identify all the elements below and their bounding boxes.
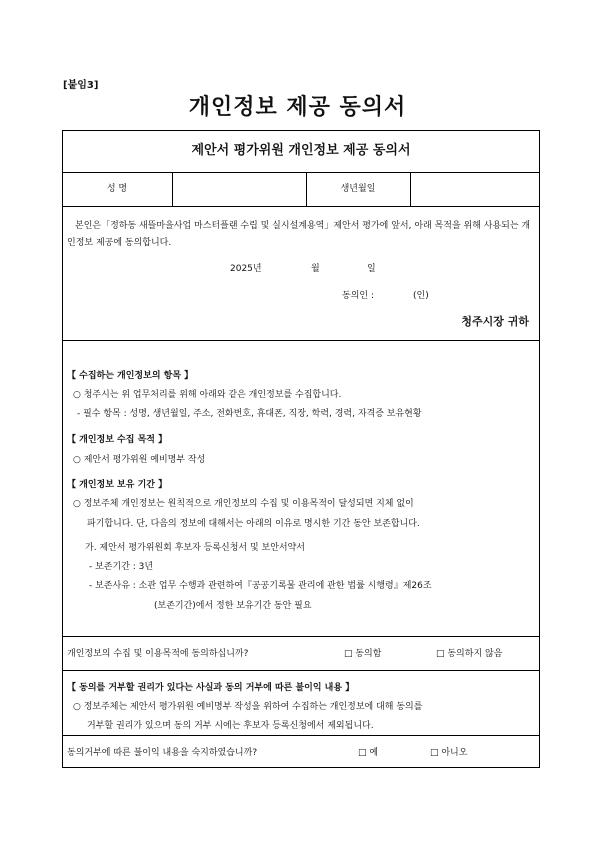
divider bbox=[62, 670, 540, 671]
name-label: 성 명 bbox=[106, 184, 128, 194]
name-field[interactable] bbox=[173, 173, 305, 205]
document-title: 개인정보 제공 동의서 bbox=[188, 95, 407, 120]
birth-label: 생년월일 bbox=[340, 184, 376, 194]
disagree-checkbox[interactable]: □ 동의하지 않음 bbox=[436, 649, 503, 659]
attachment-tag: [붙임3] bbox=[63, 80, 99, 91]
divider bbox=[62, 340, 540, 341]
birth-field[interactable] bbox=[411, 173, 539, 205]
divider bbox=[62, 636, 540, 637]
retention-heading: 【 개인정보 보유 기간 】 bbox=[67, 480, 168, 490]
consent-statement: 본인은「정하동 새뜰마을사업 마스터플랜 수립 및 실시설계용역」제안서 평가에 앞서, 아래 목적을 위해 사용되는 개인정보 제공에 동의합니다. bbox=[67, 221, 531, 248]
retention-period: - 보존기간 : 3년 bbox=[89, 562, 154, 572]
retention-item: 가. 제안서 평가위원회 후보자 등록신청서 및 보안서약서 bbox=[85, 543, 305, 553]
retention-reason: - 보존사유 : 소관 업무 수행과 관련하여『공공기록물 관리에 관한 법률 시행령』제26조 bbox=[89, 581, 432, 591]
agree-checkbox[interactable]: □ 동의함 bbox=[344, 649, 382, 659]
no-checkbox[interactable]: □ 아니오 bbox=[430, 748, 468, 758]
items-required: - 필수 항목 : 성명, 생년월일, 주소, 전화번호, 휴대폰, 직장, 학력, 경력, 자격증 보유현황 bbox=[77, 409, 422, 419]
date-day: 일 bbox=[367, 264, 376, 274]
items-intro: ○ 청주시는 위 업무처리를 위해 아래와 같은 개인정보를 수집합니다. bbox=[73, 390, 342, 400]
items-heading: 【 수집하는 개인정보의 항목 】 bbox=[67, 371, 194, 381]
retention-text: 파기합니다. 단, 다음의 정보에 대해서는 아래의 이유로 명시한 기간 동안 보존합니다. bbox=[87, 519, 420, 529]
consent-question: 개인정보의 수집 및 이용목적에 동의하십니까? bbox=[67, 649, 249, 659]
divider bbox=[62, 206, 540, 207]
purpose-text: ○ 제안서 평가위원 예비명부 작성 bbox=[73, 455, 206, 465]
form-title: 제안서 평가위원 개인정보 제공 동의서 bbox=[191, 143, 411, 158]
acknowledge-question: 동의거부에 따른 불이익 내용을 숙지하였습니까? bbox=[67, 748, 258, 758]
retention-text: ○ 정보주체 개인정보는 원칙적으로 개인정보의 수집 및 이용목적이 달성되면 지체 없이 bbox=[73, 499, 414, 509]
addressee: 청주시장 귀하 bbox=[461, 315, 529, 328]
date-year: 2025년 bbox=[230, 264, 262, 274]
refusal-heading: 【 동의를 거부할 권리가 있다는 사실과 동의 거부에 따른 불이익 내용 】 bbox=[67, 683, 355, 693]
refusal-text: 거부할 권리가 있으며 동의 거부 시에는 후보자 등록신청에서 제외됩니다. bbox=[87, 721, 374, 731]
date-month: 월 bbox=[311, 264, 320, 274]
divider bbox=[62, 735, 540, 736]
seal-mark: (인) bbox=[413, 291, 429, 301]
signer-label: 동의인 : bbox=[342, 291, 374, 301]
purpose-heading: 【 개인정보 수집 목적 】 bbox=[67, 435, 168, 445]
retention-reason: (보존기간)에서 정한 보유기간 동안 필요 bbox=[154, 601, 312, 611]
refusal-text: ○ 정보주체는 제안서 평가위원 예비명부 작성을 위하여 수집하는 개인정보에 대해 동의를 bbox=[73, 702, 423, 712]
yes-checkbox[interactable]: □ 예 bbox=[358, 748, 379, 758]
